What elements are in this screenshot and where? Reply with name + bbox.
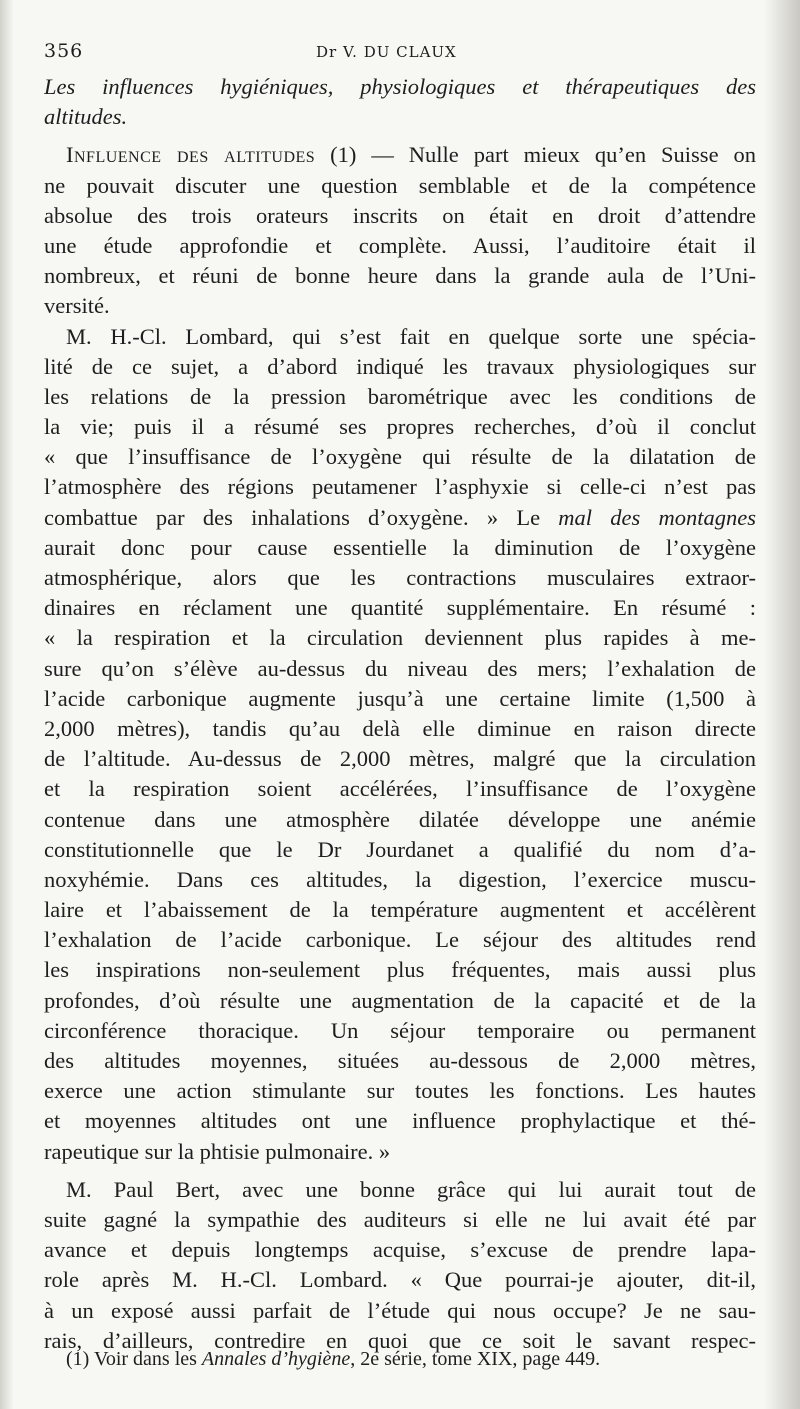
paragraph-1-line-1 — [44, 140, 756, 170]
paragraph-2-line-7-text: combattue par des inhalations d’oxygène. » Le — [44, 504, 559, 530]
paragraph-2-line-12: sure qu’on s’élève au-dessus du niveau des mers; l’exhalation de — [44, 655, 756, 681]
section-lead-smallcaps: Influence des altitudes — [66, 142, 316, 168]
paragraph-1-line-3: absolue des trois orateurs inscrits on était en droit d’attendre — [44, 202, 756, 228]
paragraph-2-line-13: l’acide carbonique augmente jusqu’à une certaine limite (1,500 à — [44, 685, 756, 711]
paragraph-2-line-14: 2,000 mètres), tandis qu’au delà elle diminue en raison directe — [44, 715, 756, 741]
italic-term-mal-des-montagnes: mal des montagnes — [558, 504, 756, 530]
paragraph-2-line-16: et la respiration soient accélérées, l’insuffisance de l’oxygène — [44, 776, 756, 802]
paragraph-3-line-2: suite gagné la sympathie des auditeurs si elle ne lui avait été par — [44, 1206, 756, 1232]
paragraph-2-line-15: de l’altitude. Au-dessus de 2,000 mètres, malgré que la circulation — [44, 746, 756, 772]
paragraph-1-line-5: nombreux, et réuni de bonne heure dans la grande aula de l’Uni- — [44, 263, 756, 289]
paragraph-2-line-26: exerce une action stimulante sur toutes les fonctions. Les hautes — [44, 1078, 756, 1104]
paragraph-2-line-10: dinaires en réclament une quantité supplémentaire. En résumé : — [44, 595, 756, 621]
paragraph-2-line-7 — [44, 503, 756, 533]
section-title-line-1: Les influences hygiéniques, physiologiques et thérapeutiques des — [44, 74, 756, 99]
body-text — [44, 72, 756, 1356]
running-head: Dr V. DU CLAUX — [316, 43, 457, 61]
paragraph-2-line-3: les relations de la pression barométrique avec les conditions de — [44, 383, 756, 409]
paragraph-1-line-6: versité. — [44, 293, 110, 319]
footnote-text: (1) Voir dans les — [66, 1348, 202, 1370]
paragraph-2-line-18: constitutionnelle que le Dr Jourdanet a qualifié du nom d’a- — [44, 836, 756, 862]
page-header — [44, 40, 756, 66]
paragraph-2-line-2: lité de ce sujet, a d’abord indiqué les travaux physiologiques sur — [44, 353, 756, 379]
paragraph-2-line-22: les inspirations non-seulement plus fréquentes, mais aussi plus — [44, 957, 756, 983]
paragraph-2-line-27: et moyennes altitudes ont une influence prophylactique et thé- — [44, 1108, 756, 1134]
paragraph-3-line-3: avance et depuis longtemps acquise, s’excuse de prendre lapa- — [44, 1237, 756, 1263]
paragraph-3-line-5: à un exposé aussi parfait de l’étude qui nous occupe? Je ne sau- — [44, 1297, 756, 1323]
paragraph-1-line-1-rest: (1) — Nulle part mieux qu’en Suisse on — [315, 142, 756, 168]
paragraph-2-line-5: « que l’insuffisance de l’oxygène qui résulte de la dilatation de — [44, 444, 756, 470]
paragraph-2-line-6: l’atmosphère des régions peutamener l’asphyxie si celle-ci n’est pas — [44, 474, 756, 500]
paragraph-2-line-21: l’exhalation de l’acide carbonique. Le séjour des altitudes rend — [44, 927, 756, 953]
footnote-citation: , 2e série, tome XIX, page 449. — [350, 1348, 601, 1370]
footnote — [66, 1346, 756, 1372]
paragraph-2-line-8: aurait donc pour cause essentielle la diminution de l’oxygène — [44, 534, 756, 560]
paragraph-2-line-23: profondes, d’où résulte une augmentation de la capacité et de la — [44, 987, 756, 1013]
page-number: 356 — [44, 40, 84, 62]
paragraph-2-line-11: « la respiration et la circulation deviennent plus rapides à me- — [44, 625, 756, 651]
paragraph-1-line-4: une étude approfondie et complète. Aussi, l’auditoire était il — [44, 232, 756, 258]
paragraph-3-line-6: rais, d’ailleurs, contredire en quoi que ce soit le savant respec- — [44, 1327, 756, 1353]
paragraph-2-line-17: contenue dans une atmosphère dilatée développe une anémie — [44, 806, 756, 832]
paragraph-1-line-2: ne pouvait discuter une question semblable et de la compétence — [44, 172, 756, 198]
paragraph-3-line-1: M. Paul Bert, avec une bonne grâce qui lui aurait tout de — [66, 1176, 756, 1202]
paragraph-2-line-20: laire et l’abaissement de la température augmentent et accélèrent — [44, 897, 756, 923]
footnote-journal-title: Annales d’hygiène — [201, 1348, 351, 1370]
paragraph-2-line-19: noxyhémie. Dans ces altitudes, la digestion, l’exercice muscu- — [44, 866, 756, 892]
paragraph-3-line-4: role après M. H.-Cl. Lombard. « Que pourrai-je ajouter, dit-il, — [44, 1267, 756, 1293]
paragraph-2-line-24: circonférence thoracique. Un séjour temporaire ou permanent — [44, 1017, 756, 1043]
page-edge-shadow-left — [0, 0, 14, 1409]
paragraph-2-line-1: M. H.-Cl. Lombard, qui s’est fait en quelque sorte une spécia- — [66, 323, 756, 349]
paragraph-2-line-4: la vie; puis il a résumé ses propres recherches, d’où il conclut — [44, 414, 756, 440]
paragraph-2-line-25: des altitudes moyennes, situées au-dessous de 2,000 mètres, — [44, 1048, 756, 1073]
paragraph-2-line-9: atmosphérique, alors que les contractions musculaires extraor- — [44, 565, 756, 590]
paragraph-2-line-28: rapeutique sur la phtisie pulmonaire. » — [44, 1138, 391, 1164]
section-title-line-2: altitudes. — [44, 104, 128, 130]
page-edge-shadow-right — [764, 0, 800, 1409]
